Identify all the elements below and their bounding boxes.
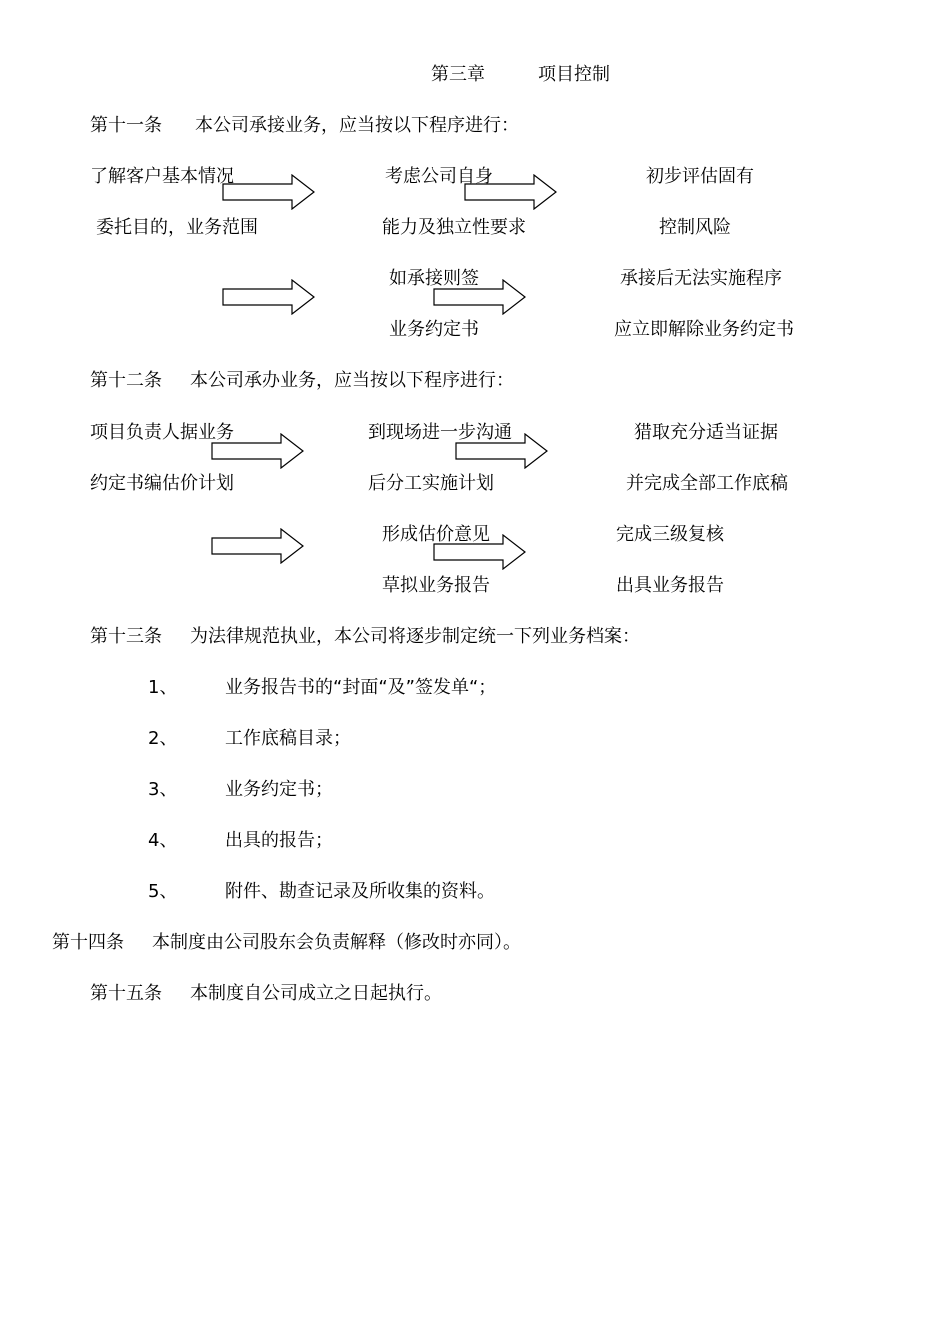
flow11-step3-line1: 初步评估固有 (646, 166, 754, 187)
article-13-heading: 第十三条 (90, 626, 162, 647)
flow11-step4-line1: 如承接则签 (389, 268, 479, 289)
flow12-step2-line2: 后分工实施计划 (368, 473, 494, 494)
chapter-number: 第三章 (431, 64, 485, 85)
list-item-number: 1、 (148, 677, 178, 698)
list-item-number: 4、 (148, 830, 178, 851)
list-item-text: 业务报告书的“封面“及”签发单“； (225, 677, 497, 698)
list-item-number: 2、 (148, 728, 178, 749)
flow11-arrow-right-icon (464, 174, 558, 210)
list-item-text: 工作底稿目录； (225, 728, 351, 749)
article-15-heading: 第十五条 (90, 983, 162, 1004)
flow12-step3-line2: 并完成全部工作底稿 (626, 473, 788, 494)
flow12-step2-line1: 到现场进一步沟通 (368, 422, 512, 443)
flow12-step4-line2: 草拟业务报告 (382, 575, 490, 596)
flow11-step5-line1: 承接后无法实施程序 (620, 268, 782, 289)
article-11-text: 本公司承接业务，应当按以下程序进行： (195, 115, 519, 136)
list-item-number: 5、 (148, 881, 178, 902)
flow12-arrow-right-icon (433, 534, 527, 570)
flow12-step5-line1: 完成三级复核 (616, 524, 724, 545)
list-item-number: 3、 (148, 779, 178, 800)
flow11-step2-line1: 考虑公司自身 (385, 166, 493, 187)
flow11-step2-line2: 能力及独立性要求 (382, 217, 526, 238)
flow11-step1-line1: 了解客户基本情况 (90, 166, 234, 187)
flow11-arrow-right-icon (222, 279, 316, 315)
flow12-step4-line1: 形成估价意见 (382, 524, 490, 545)
article-14-text: 本制度由公司股东会负责解释（修改时亦同）。 (152, 932, 521, 953)
flow11-arrow-right-icon (433, 279, 527, 315)
flow11-step3-line2: 控制风险 (659, 217, 731, 238)
flow12-step3-line1: 猎取充分适当证据 (634, 422, 778, 443)
flow12-step1-line2: 约定书编估价计划 (90, 473, 234, 494)
flow12-step1-line1: 项目负责人据业务 (90, 422, 234, 443)
flow11-arrow-right-icon (222, 174, 316, 210)
list-item-text: 出具的报告； (225, 830, 333, 851)
article-13-text: 为法律规范执业，本公司将逐步制定统一下列业务档案： (190, 626, 640, 647)
chapter-title: 项目控制 (538, 64, 610, 85)
flow12-arrow-right-icon (455, 433, 549, 469)
article-14-heading: 第十四条 (52, 932, 124, 953)
list-item-text: 附件、勘查记录及所收集的资料。 (225, 881, 495, 902)
flow11-step5-line2: 应立即解除业务约定书 (614, 319, 794, 340)
flow12-step5-line2: 出具业务报告 (616, 575, 724, 596)
article-11-heading: 第十一条 (90, 115, 162, 136)
list-item-text: 业务约定书； (225, 779, 333, 800)
article-12-text: 本公司承办业务，应当按以下程序进行： (190, 370, 514, 391)
flow12-arrow-right-icon (211, 433, 305, 469)
flow12-arrow-right-icon (211, 528, 305, 564)
article-12-heading: 第十二条 (90, 370, 162, 391)
flow11-step4-line2: 业务约定书 (389, 319, 479, 340)
flow11-step1-line2: 委托目的，业务范围 (96, 217, 258, 238)
article-15-text: 本制度自公司成立之日起执行。 (190, 983, 442, 1004)
